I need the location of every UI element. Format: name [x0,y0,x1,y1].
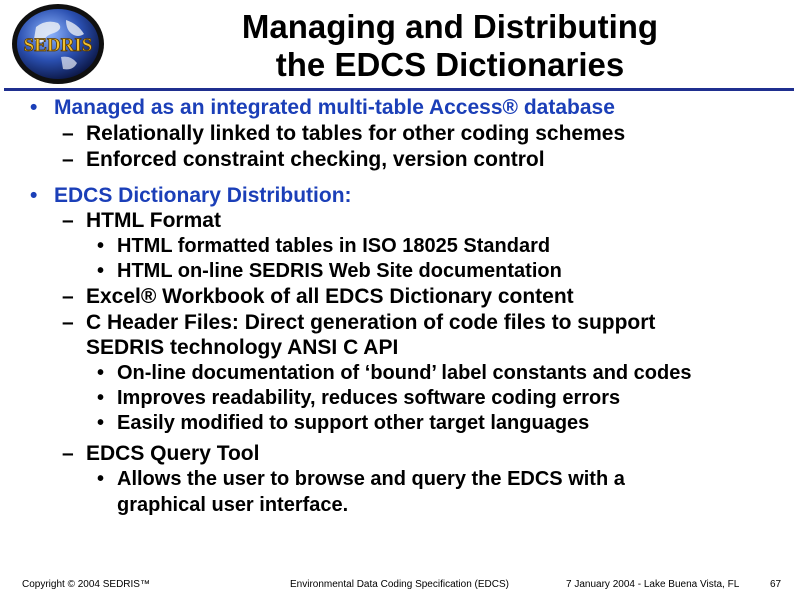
bullet-marker: • [97,468,105,490]
footer-copyright: Copyright © 2004 SEDRIS™ [22,579,150,590]
bullet-marker: • [97,412,105,434]
subbullet-text: HTML Format [86,209,221,232]
subsub-online-doc [97,362,691,385]
subbullet-text: EDCS Query Tool [86,442,260,465]
title-line-2: the EDCS Dictionaries [275,46,625,83]
bullet-managed [30,96,615,120]
subbullet-constraint [62,148,545,172]
subbullet-html-format [62,209,221,233]
subsub-html-online [97,260,562,283]
subbullet-text: C Header Files: Direct generation of code files to support [86,311,656,334]
dash-marker: – [62,122,74,145]
bullet-distribution [30,184,352,208]
subsub-text: HTML on-line SEDRIS Web Site documentation [117,260,562,282]
subsub-browse-cont [117,494,348,517]
slide-title [150,8,750,84]
subsub-text: Improves readability, reduces software coding errors [117,387,621,409]
title-divider [4,88,794,91]
subsub-text: HTML formatted tables in ISO 18025 Standard [117,235,551,257]
dash-marker: – [62,148,74,171]
subsub-text: graphical user interface. [117,494,349,516]
dash-marker: – [62,285,74,308]
dash-marker: – [62,311,74,334]
subbullet-c-header-cont [86,336,398,360]
subsub-readability [97,387,620,410]
footer-page-number: 67 [770,579,782,590]
subbullet-excel [62,285,574,309]
footer-date-location: 7 January 2004 - Lake Buena Vista, FL [566,579,740,590]
subsub-text: On-line documentation of ‘bound’ label constants and codes [117,362,692,384]
subsub-text: Allows the user to browse and query the EDCS with a [117,468,625,490]
bullet-text: EDCS Dictionary Distribution: [54,184,352,207]
subsub-text: Easily modified to support other target languages [117,412,590,434]
bullet-text: Managed as an integrated multi-table Access® database [54,96,615,119]
bullet-marker: • [97,260,105,282]
subbullet-text: SEDRIS technology ANSI C API [86,336,399,359]
footer-center: Environmental Data Coding Specification (EDCS) [290,579,509,590]
subsub-html-tables [97,235,550,258]
title-line-1: Managing and Distributing [241,8,659,45]
dash-marker: – [62,442,74,465]
logo-text: SEDRIS [23,35,93,56]
bullet-marker: • [30,184,38,207]
subbullet-c-header [62,311,655,335]
subbullet-text: Relationally linked to tables for other coding schemes [86,122,626,145]
subbullet-query-tool [62,442,259,466]
subsub-browse [97,468,625,491]
bullet-marker: • [30,96,38,119]
subsub-modified [97,412,589,435]
bullet-marker: • [97,387,105,409]
dash-marker: – [62,209,74,232]
sedris-logo [6,2,110,86]
bullet-marker: • [97,235,105,257]
subbullet-text: Excel® Workbook of all EDCS Dictionary content [86,285,574,308]
subbullet-text: Enforced constraint checking, version control [86,148,545,171]
subbullet-relational [62,122,625,146]
bullet-marker: • [97,362,105,384]
